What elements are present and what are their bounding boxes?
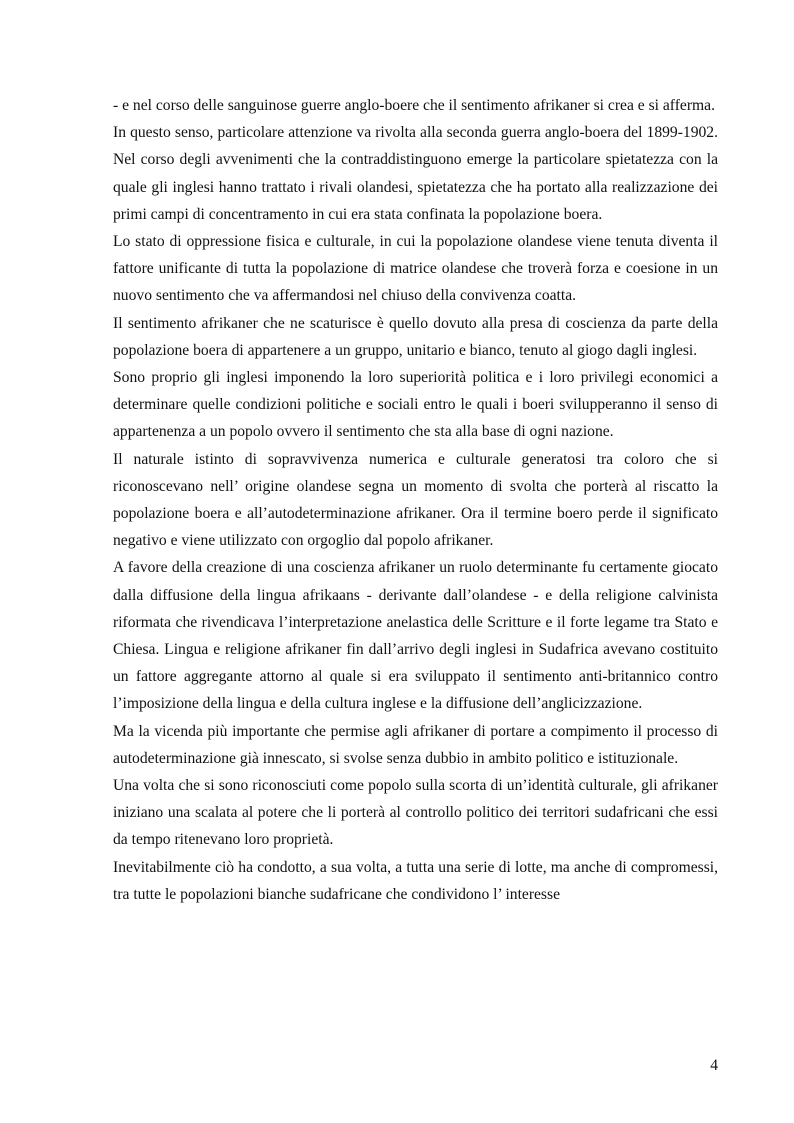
paragraph-6: Il naturale istinto di sopravvivenza numerica e culturale generatosi tra coloro che si riconoscevano nell’ origine olandese segna un momento di svolta che porterà al riscatto la popolazione boera e all’autodeterminazione afrikaner. Ora il termine boero perde il significato negativo e viene utilizzato con orgoglio dal popolo afrikaner. (113, 450, 718, 550)
paragraph-8: Ma la vicenda più importante che permise agli afrikaner di portare a compimento il processo di autodeterminazione già innescato, si svolse senza dubbio in ambito politico e istituzionale. (113, 722, 718, 767)
paragraph-5: Sono proprio gli inglesi imponendo la loro superiorità politica e i loro privilegi economici a determinare quelle condizioni politiche e sociali entro le quali i boeri svilupperanno il senso di appartenenza a un popolo ovvero il sentimento che sta alla base di ogni nazione. (113, 369, 718, 441)
paragraph-3: Lo stato di oppressione fisica e culturale, in cui la popolazione olandese viene tenuta diventa il fattore unificante di tutta la popolazione di matrice olandese che troverà forza e coesione in un nuovo sentimento che va affermandosi nel chiuso della convivenza coatta. (113, 233, 718, 305)
page-number: 4 (710, 1057, 718, 1074)
paragraph-9: Una volta che si sono riconosciuti come popolo sulla scorta di un’identità culturale, gli afrikaner iniziano una scalata al potere che li porterà al controllo politico dei territori sudafricani che essi da tempo ritenevano loro proprietà. (113, 777, 718, 849)
paragraph-10: Inevitabilmente ciò ha condotto, a sua volta, a tutta una serie di lotte, ma anche di compromessi, tra tutte le popolazioni bianche sudafricane che condividono l’ interesse (113, 858, 718, 903)
document-body (113, 92, 718, 908)
paragraph-7: A favore della creazione di una coscienza afrikaner un ruolo determinante fu certamente giocato dalla diffusione della lingua afrikaans - derivante dall’olandese - e della religione calvinista riformata che rivendicava l’interpretazione anelastica delle Scritture e il forte legame tra Stato e Chiesa. Lingua e religione afrikaner fin dall’arrivo degli inglesi in Sudafrica avevano costituito un fattore aggregante attorno al quale si era sviluppato il sentimento anti-britannico contro l’imposizione della lingua e della cultura inglese e la diffusione dell’anglicizzazione. (113, 559, 718, 713)
paragraph-4: Il sentimento afrikaner che ne scaturisce è quello dovuto alla presa di coscienza da parte della popolazione boera di appartenere a un gruppo, unitario e bianco, tenuto al giogo dagli inglesi. (113, 314, 718, 359)
paragraph-2: In questo senso, particolare attenzione va rivolta alla seconda guerra anglo-boera del 1899-1902. Nel corso degli avvenimenti che la contraddistinguono emerge la particolare spietatezza con la quale gli inglesi hanno trattato i rivali olandesi, spietatezza che ha portato alla realizzazione dei primi campi di concentramento in cui era stata confinata la popolazione boera. (113, 124, 718, 223)
paragraph-1: - e nel corso delle sanguinose guerre anglo-boere che il sentimento afrikaner si crea e si afferma. (113, 97, 715, 114)
